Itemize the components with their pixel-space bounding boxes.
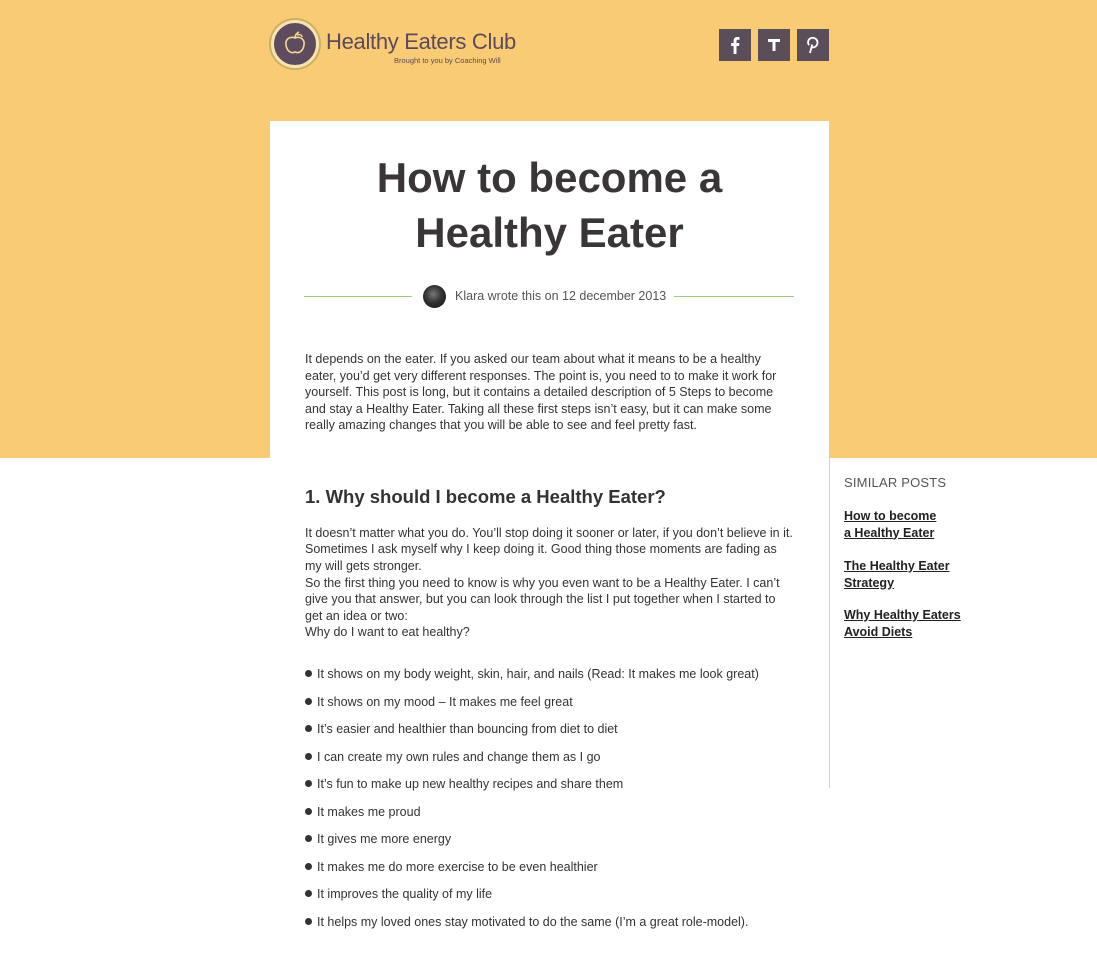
sidebar-divider [829,458,830,788]
similar-posts-heading: SIMILAR POSTS [844,475,947,490]
bullet-icon [305,780,312,787]
byline-divider-left [304,296,412,297]
list-item: It shows on my body weight, skin, hair, and nails (Read: It makes me look great) [305,667,805,695]
logo-name: Healthy Eaters Club [326,29,516,54]
section-paragraph-2: So the first thing you need to know is why you even want to be a Healthy Eater. I can’t give you that answer, but you can look through the list I put together when I started to get an idea or two: [305,576,780,623]
site-logo[interactable] [271,20,521,72]
article-title [270,150,829,260]
similar-post-link-1[interactable]: How to become a Healthy Eater [844,509,937,540]
bullet-icon [305,670,312,677]
similar-post-link-3[interactable]: Why Healthy Eaters Avoid Diets [844,608,961,639]
bullet-icon [305,725,312,732]
bullet-icon [305,890,312,897]
facebook-button[interactable] [719,29,751,61]
article-title-line-2: Healthy Eater [415,209,684,256]
byline-divider-right [674,296,794,297]
article-title-line-1: How to become a [376,154,723,201]
similar-post-link-2[interactable]: The Healthy Eater Strategy [844,559,950,590]
author-avatar [423,285,446,308]
list-item: It makes me proud [305,805,805,833]
pinterest-button[interactable] [797,29,829,61]
section-paragraph-1: It doesn’t matter what you do. You’ll stop doing it sooner or later, if you don’t believe in it. Sometimes I ask myself why I keep doing it. Good thing those moments are fading as my will gets stronger. [305,526,793,573]
section-heading: 1. Why should I become a Healthy Eater? [305,486,666,507]
bullet-icon [305,808,312,815]
list-item: I can create my own rules and change them as I go [305,750,805,778]
list-item: It improves the quality of my life [305,887,805,915]
section-paragraph-3: Why do I want to eat healthy? [305,625,470,639]
list-item: It helps my loved ones stay motivated to do the same (I’m a great role-model). [305,915,805,943]
list-item: It makes me do more exercise to be even healthier [305,860,805,888]
twitter-icon [766,36,782,54]
list-item: It shows on my mood – It makes me feel great [305,695,805,723]
twitter-button[interactable] [758,29,790,61]
logo-tagline: Brought to you by Coaching Will [394,56,501,65]
list-item: It’s fun to make up new healthy recipes and share them [305,777,805,805]
bullet-icon [305,863,312,870]
facebook-icon [727,36,743,54]
reasons-list [305,667,805,942]
list-item: It gives me more energy [305,832,805,860]
bullet-icon [305,753,312,760]
bullet-icon [305,918,312,925]
article-intro: It depends on the eater. If you asked our team about what it means to be a healthy eater, you’d get very different responses. The point is, you need to to make it work for yourself. This post is long, but it contains a detailed description of 5 Steps to become and stay a Healthy Eater. Taking all these first steps isn’t easy, but it can make some really amazing changes that you will be able to see and feel pretty fast. [305,352,777,433]
pinterest-icon [805,36,821,54]
list-item: It’s easier and healthier than bouncing from diet to diet [305,722,805,750]
apple-logo-icon [271,20,319,68]
bullet-icon [305,698,312,705]
byline: Klara wrote this on 12 december 2013 [455,289,667,303]
bullet-icon [305,835,312,842]
